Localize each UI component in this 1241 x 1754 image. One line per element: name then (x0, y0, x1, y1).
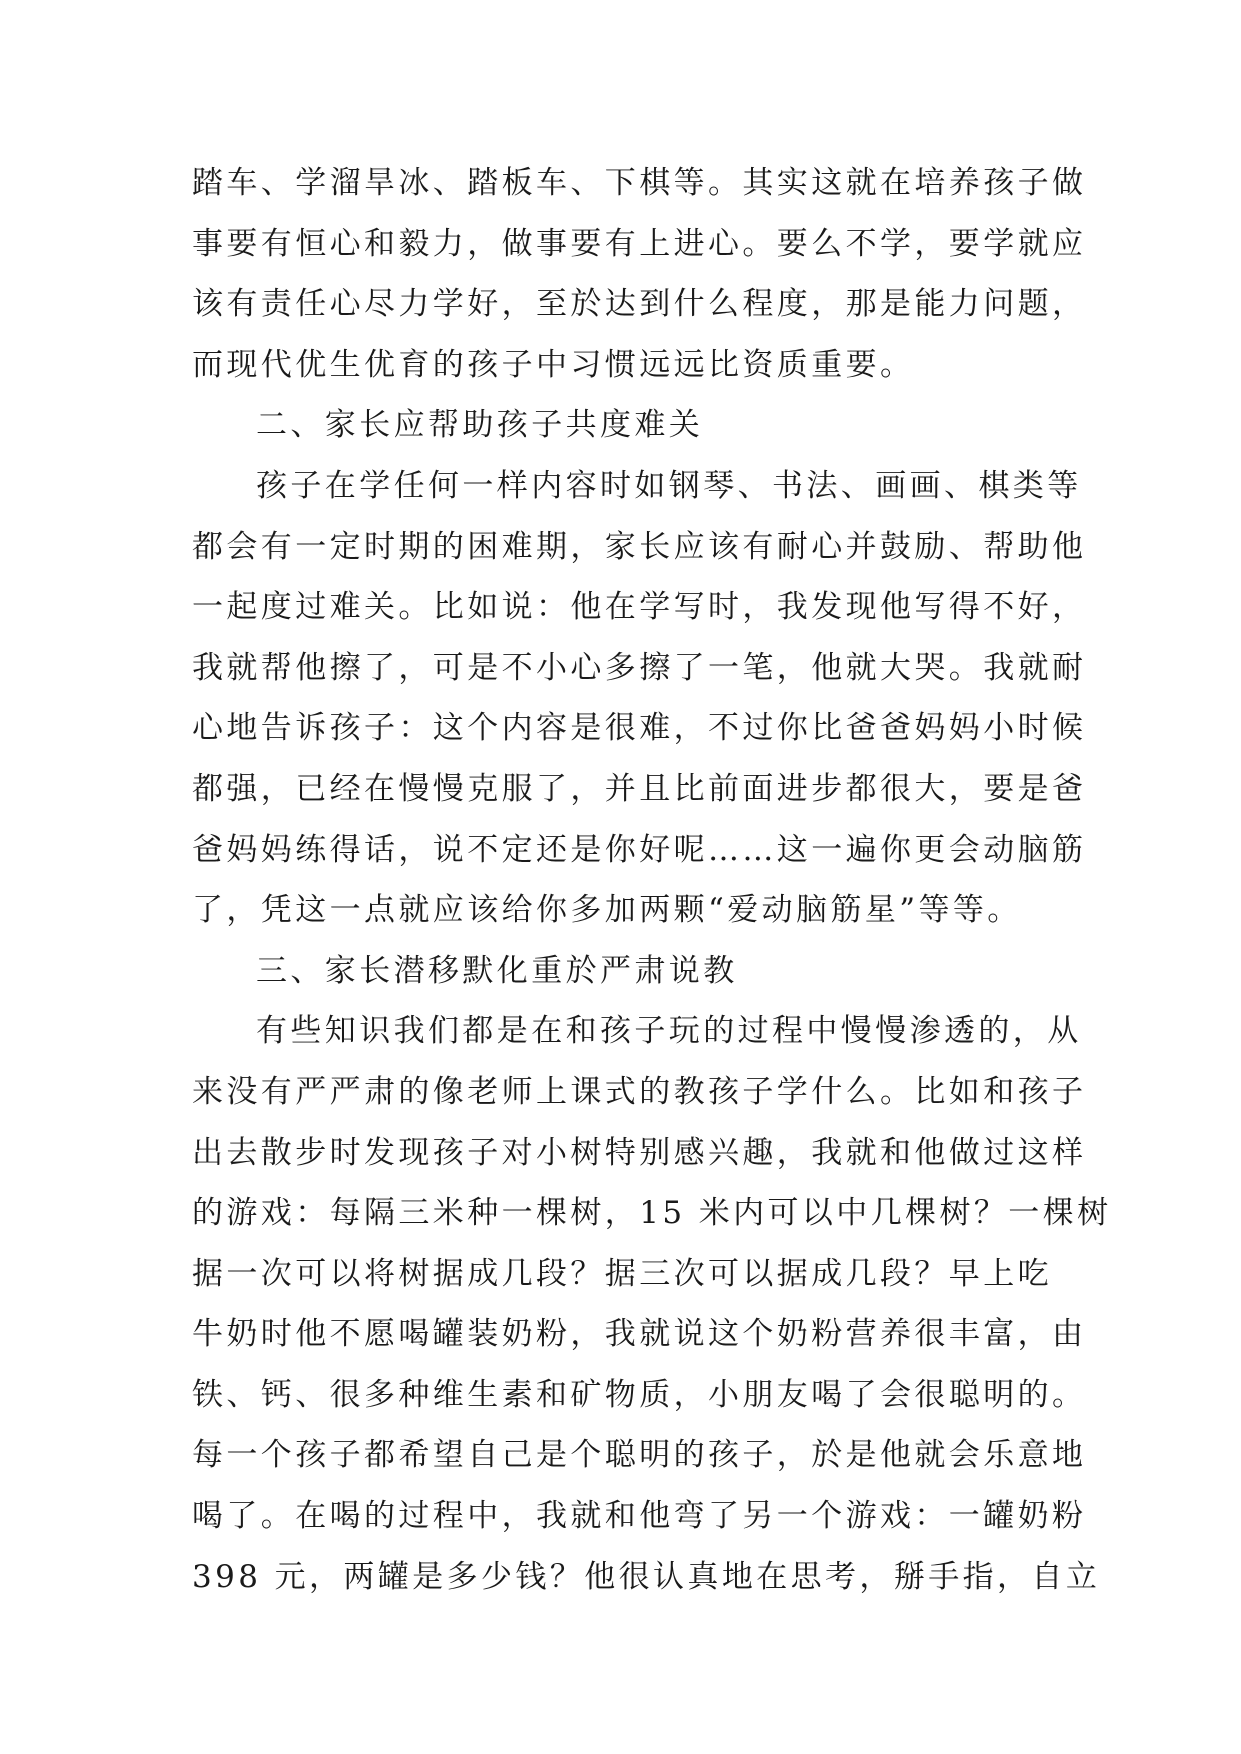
text-line: 一起度过难关。比如说：他在学写时，我发现他写得不好， (192, 589, 1087, 626)
text-line: 来没有严严肃的像老师上课式的教孩子学什么。比如和孩子 (192, 1073, 1087, 1110)
text-line: 踏车、学溜旱冰、踏板车、下棋等。其实这就在培养孩子做 (192, 165, 1087, 201)
text-line: 都会有一定时期的困难期，家长应该有耐心并鼓励、帮助他 (192, 528, 1087, 565)
text-line: 都强，已经在慢慢克服了，并且比前面进步都很大，要是爸 (192, 770, 1087, 807)
text-line: 据一次可以将树据成几段？据三次可以据成几段？早上吃 (192, 1255, 1052, 1292)
paragraph-start-line: 有些知识我们都是在和孩子玩的过程中慢慢渗透的，从 (256, 1013, 1082, 1050)
paragraph-start-line: 三、家长潜移默化重於严肃说教 (256, 952, 738, 989)
text-line: 的游戏：每隔三米种一棵树，15 米内可以中几棵树？一棵树 (192, 1195, 1112, 1232)
text-line: 爸妈妈练得话，说不定还是你好呢……这一遍你更会动脑筋 (192, 831, 1087, 868)
text-line: 该有责任心尽力学好，至於达到什么程度，那是能力问题， (192, 286, 1087, 323)
text-line: 而现代优生优育的孩子中习惯远远比资质重要。 (192, 346, 915, 383)
text-line: 喝了。在喝的过程中，我就和他弯了另一个游戏：一罐奶粉 (192, 1498, 1087, 1535)
text-line: 每一个孩子都希望自己是个聪明的孩子，於是他就会乐意地 (192, 1437, 1087, 1474)
text-line: 铁、钙、很多种维生素和矿物质，小朋友喝了会很聪明的。 (192, 1376, 1087, 1413)
paragraph-start-line: 孩子在学任何一样内容时如钢琴、书法、画画、棋类等 (256, 467, 1082, 504)
paragraph-start-line: 二、家长应帮助孩子共度难关 (256, 407, 704, 444)
text-line: 我就帮他擦了，可是不小心多擦了一笔，他就大哭。我就耐 (192, 649, 1087, 686)
text-line: 398 元，两罐是多少钱？他很认真地在思考，掰手指，自立 (192, 1558, 1101, 1595)
text-line: 了，凭这一点就应该给你多加两颗“爱动脑筋星”等等。 (192, 892, 1022, 929)
text-line: 事要有恒心和毅力，做事要有上进心。要么不学，要学就应 (192, 225, 1087, 262)
text-line: 心地告诉孩子：这个内容是很难，不过你比爸爸妈妈小时候 (192, 710, 1087, 747)
text-line: 牛奶时他不愿喝罐装奶粉，我就说这个奶粉营养很丰富，由 (192, 1316, 1087, 1353)
body-text (192, 153, 1112, 1607)
text-line: 出去散步时发现孩子对小树特别感兴趣，我就和他做过这样 (192, 1134, 1087, 1171)
